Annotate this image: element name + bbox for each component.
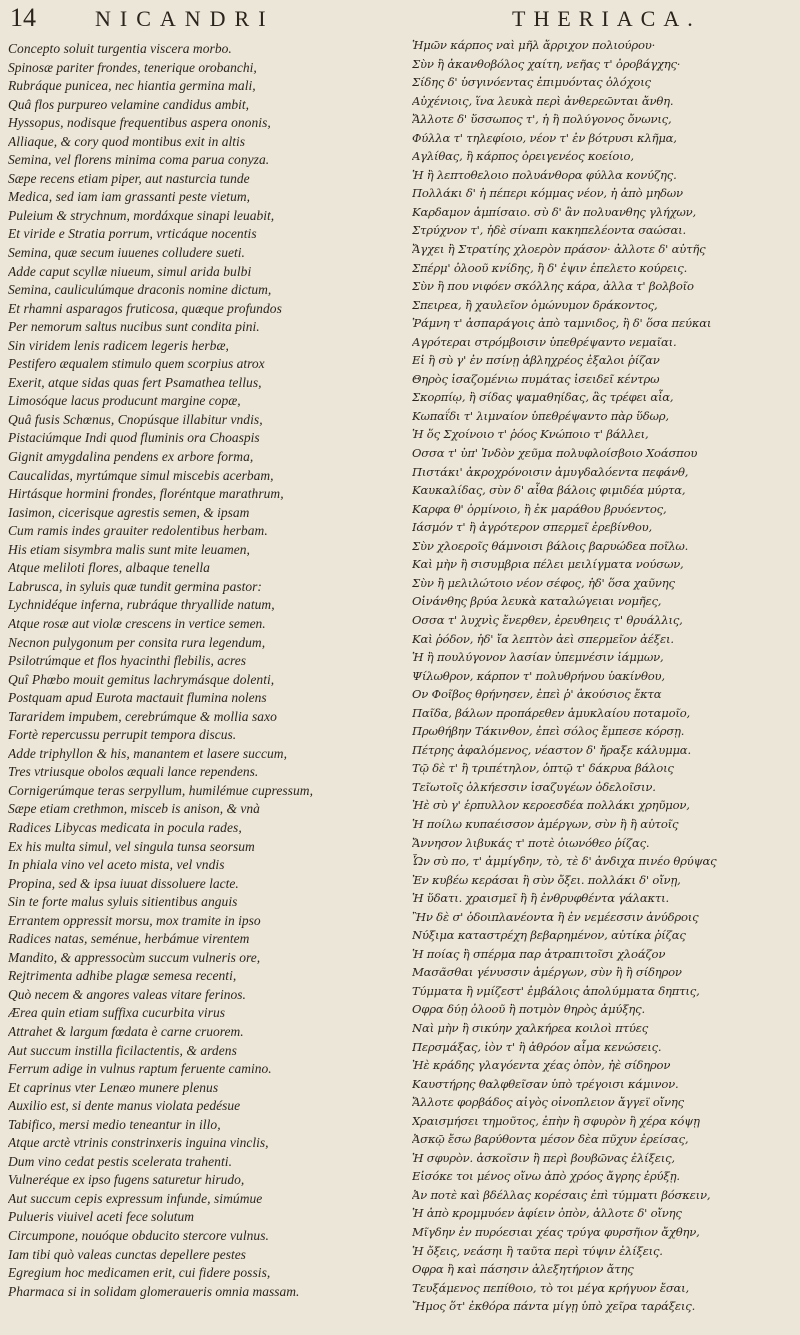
running-title-left: NICANDRI — [95, 6, 275, 31]
greek-verse-line: Οφρα δύῃ ὀλοοῦ ἢ ποτμὸν θηρὸς ἀμύξης. — [412, 1002, 645, 1017]
greek-verse-line: Εἰσόκε τοι μένος οἴνω ἀπὸ χρόος ἄγρης ἐρύξῃ. — [412, 1169, 680, 1184]
greek-verse-line: Ἄγχει ἢ Στρατίης χλοερὸν πράσον· ἀλλοτε δ' αὐτῆς — [412, 242, 706, 257]
latin-verse-line: Ex his multa simul, vel singula tunsa seorsum — [8, 838, 255, 854]
greek-verse-line: Πέτρης ἀφαλόμενος, νέαστον δ' ἤραξε κάλυμμα. — [412, 742, 691, 757]
greek-verse-line: Τύμματα ἢ νμίζεστ' ἐμβάλοις ἀπολύμματα δηπτις, — [412, 983, 700, 998]
page-header — [0, 0, 800, 40]
greek-verse-line: Σκορπίῳ, ἢ σίδας ψαμαθηίδας, ἃς τρέφει αἶα, — [412, 390, 674, 405]
greek-verse-line: Μῖγδην ἐν πυρόεσιαι χέας τρύγα φυρσῆιον ἄχθην, — [412, 1225, 700, 1239]
latin-verse-line: Tararidem impubem, cerebrúmque & mollia saxo — [8, 708, 277, 724]
greek-verse-line: Καυκαλίδας, σὺν δ' αἶθα βάλοις φιμιδέα μύρτα, — [412, 483, 686, 498]
greek-verse-line: Καὶ μὴν ἢ σισυμβρια πέλει μειλίγματα νούσων, — [412, 557, 684, 572]
latin-verse-line: Quî Phœbo mouit gemitus lachrymásque dolenti, — [8, 671, 275, 687]
latin-verse-line: Necnon pulygonum per consita rura legendum, — [8, 634, 266, 650]
latin-verse-line: Sæpe recens etiam piper, aut nasturcia tunde — [8, 170, 250, 186]
greek-verse-line: Καυστήρης θαλφθεῖσαν ὑπὸ τρέγοισι κάμινον. — [412, 1076, 679, 1091]
latin-verse-line: Gignit amygdalina pendens ex arbore forma, — [8, 449, 254, 465]
latin-verse-line: Per nemorum saltus nucibus sunt condita pini. — [8, 319, 260, 335]
latin-verse-line: Aut succum instilla ficilactentis, & ardens — [8, 1042, 237, 1058]
latin-verse-line: Rejtrimenta adhibe plagæ semesa recenti, — [8, 968, 237, 984]
greek-verse-line: Σὺν χλοεροῖς θάμνοισι βάλοις βαρυώδεα ποῖλω. — [412, 538, 689, 553]
latin-verse-line: Iasimon, cicerisque agrestis semen, & ipsam — [8, 504, 250, 520]
latin-verse-line: Ferrum adige in vulnus raptum feruente camino. — [8, 1061, 272, 1077]
latin-verse-line: Fortè repercussu perrupit tempora discus. — [8, 727, 237, 743]
greek-verse-line: Ἡ ἢ πουλύγονον λασίαν ὑπεμνέσιν ἰάμμων, — [412, 650, 664, 665]
latin-verse-line: Cum ramis indes grauiter redolentibus herbam. — [8, 523, 268, 539]
greek-verse-line: Καὶ ῥόδον, ἠδ' ἴα λεπτὸν ἀεὶ σπερμεῖον ἀέξει. — [412, 631, 674, 646]
greek-verse-line: Τευξάμενος πεπίθοιο, τὸ τοι μέγα κρήγυον ἔσαι, — [412, 1280, 689, 1295]
latin-verse-line: Tres vtriusque obolos æquali lance rependens. — [8, 764, 259, 780]
latin-verse-line: Semina, cauliculúmque draconis nomine dictum, — [8, 282, 272, 298]
latin-verse-line: Hirtásque hormini frondes, floréntque marathrum, — [8, 486, 284, 502]
latin-verse-line: Pulueris viuivel aceti fece solutum — [8, 1209, 194, 1225]
greek-verse-line: Ἡ ἢ λεπτοθελοιο πολυάνθορα φύλλα κονύζης. — [412, 167, 677, 182]
greek-verse-line: Ἡ ὕδατι. χραισμεῖ ἢ ἢ ἐνθρυφθέντα γάλακτι. — [412, 891, 669, 906]
latin-verse-line: Sin te forte malus syluis sitientibus anguis — [8, 894, 238, 910]
greek-verse-line: Κωπαΐδι τ' λιμναίον ὑπεθρέψαντο πὰρ ὕδωρ, — [412, 408, 669, 423]
latin-verse-line: Adde triphyllon & his, manantem et lasere succum, — [8, 745, 288, 761]
latin-verse-line: Hyssopus, nodisque frequentibus aspera ononis, — [8, 115, 271, 131]
latin-verse-line: His etiam sisymbra malis sunt mite leuamen, — [8, 541, 250, 557]
greek-verse-line: Σὺν ἢ ἀκανθοβόλος χαίτη, νεῆας τ' ὀροβάγχης· — [412, 56, 681, 71]
greek-verse-line: Σπέρμ' ὀλοοῦ κνίδης, ἢ δ' ἐψιν ἐπελετο κούρεις. — [412, 260, 688, 275]
latin-verse-line: Dum vino cedat pestis scelerata trahenti. — [8, 1153, 233, 1169]
greek-verse-line: Πρωθήβην Τάκινθον, ἐπεὶ σόλος ἔμπεσε κόρσῃ. — [412, 724, 685, 739]
latin-verse-line: Iam tibi quò valeas cunctas depellere pestes — [8, 1246, 246, 1262]
greek-verse-line: Ἡ ποίλω κυπαέισσον ἀμέργων, σὺν ἢ ἢ αὐτοῖς — [412, 816, 679, 831]
greek-verse-line: Ἢν δὲ σ' ὁδοιπλανέοντα ἢ ἐν νεμέεσσιν ἀνύδροις — [412, 909, 699, 924]
latin-verse-line: Caucalidas, myrtúmque simul miscebis acerbam, — [8, 467, 274, 483]
greek-verse-line: Καρδαμον ἀμπίσαιο. σὺ δ' ἂν πολυανθης γλήχων, — [412, 204, 697, 219]
greek-verse-line: Φύλλα τ' τηλεφίοιο, νέον τ' ἐν βότρυσι κλῆμα, — [412, 130, 677, 145]
latin-verse-line: Exerit, atque sidas quas fert Psamathea tellus, — [8, 374, 262, 390]
latin-verse-line: Cornigerúmque teras serpyllum, humilémue cupressum, — [8, 782, 314, 798]
latin-verse-line: Spinosæ pariter frondes, tenerique orobanchi, — [8, 59, 257, 75]
greek-verse-line: Στρύχνον τ', ἠδὲ σίναπι κακηπελέοντα σαώσαι. — [412, 223, 686, 238]
greek-verse-line: Μασᾶσθαι γένυσσιν ἀμέργων, σὺν ἢ ἢ σίδηρον — [412, 965, 682, 980]
latin-verse-line: Et rhamni asparagos fruticosa, quæque profundos — [8, 300, 282, 316]
latin-verse-line: Mandito, & appressocùm succum vulneris ore, — [8, 949, 261, 965]
greek-verse-line: Ἠὲ σὺ γ' ἑρπυλλον κεροεσδέα πολλάκι χρηῦμον, — [412, 798, 690, 813]
greek-verse-line: Ἄλλοτε φορβάδος αἰγὸς οἰνοπλειον ἄγγεϊ οἴνης — [412, 1095, 684, 1110]
latin-verse-line: Ærea quin etiam suffixa cucurbita virus — [8, 1005, 226, 1021]
latin-verse-line: Semina, vel florens minima coma parua conyza. — [8, 152, 270, 168]
latin-verse-line: Pistaciúmque Indi quod fluminis ora Choaspis — [8, 430, 260, 446]
greek-verse-line: Χραισμήσει τημοῦτος, ἐπὴν ἢ σφυρὸν ἢ χέρα κόψῃ — [412, 1113, 700, 1128]
greek-verse-line: Ἄλλοτε δ' ὕσσωπος τ', ἠ ἢ πολύγονος ὄνωνις, — [412, 112, 672, 127]
greek-verse-line: Τεῖωτοῖς ὀλκήεσσιν ἰσαζυγέων ὀδελοῖσιν. — [412, 779, 656, 794]
greek-verse-line: Εἰ ἢ σὺ γ' ἐν πσίνῃ ἀβληχρέος ἐξαλοι ῥίζαν — [412, 353, 660, 368]
greek-verse-line: Αγρότεραι στρόμβοισιν ὑπεθρέψαντο νεμαῖαι. — [412, 334, 677, 349]
latin-verse-line: Alliaque, & cory quod montibus exit in altis — [8, 133, 245, 149]
latin-verse-line: Pharmaca si in solidam glomeraueris omnia massam. — [8, 1283, 300, 1299]
greek-verse-line: Παῖδα, βάλων προπάρεθεν ἀμυκλαίου ποταμοῖο, — [412, 705, 690, 720]
latin-verse-line: Aut succum cepis expressum infunde, simúmue — [8, 1190, 263, 1206]
greek-verse-line: Σίδης δ' ὑσγινόεντας ἐπιμυόντας ὀλόχοις — [412, 75, 651, 90]
latin-translation-column — [8, 40, 394, 1301]
greek-verse-line: Ἀν ποτὲ καὶ βδέλλας κορέσαις ἐπὶ τύμματι βόσκειν, — [412, 1187, 711, 1202]
latin-verse-line: Labrusca, in syluis quæ tundit germina pastor: — [8, 578, 262, 594]
latin-verse-line: Adde caput scyllæ niueum, simul arida bulbi — [8, 263, 252, 279]
page-number: 14 — [10, 3, 36, 32]
latin-verse-line: Quâ flos purpureo velamine candidus ambit, — [8, 96, 249, 112]
greek-verse-line: Ἡ ἀπὸ κρομμυόεν ἀφίειν ὀπὸν, ἀλλοτε δ' οἴνης — [412, 1206, 682, 1221]
greek-verse-line: Ιάσμόν τ' ἢ ἀγρότερον σπερμεῖ ἐρεβίνθου, — [412, 520, 653, 535]
greek-verse-line: Ἡ σφυρὸν. ἀσκοῖσιν ἢ περὶ βουβῶνας ἐλίξεις, — [412, 1150, 675, 1165]
latin-verse-line: Egregium hoc medicamen erit, cui fidere possis, — [8, 1265, 271, 1281]
latin-verse-line: Radices natas, seménue, herbámue virentem — [8, 931, 250, 947]
greek-verse-line: Ὧν σὺ πο, τ' ἀμμίγδην, τὸ, τὲ δ' ἀνδιχα πινέο θρύψας — [412, 854, 717, 869]
greek-verse-line: Πολλάκι δ' ἡ πέπερι κόμμας νέον, ἠ ἀπὸ μηδων — [412, 186, 683, 201]
latin-verse-line: Quò necem & angores valeas vitare ferinos. — [8, 986, 246, 1002]
latin-verse-line: Quâ fusis Schœnus, Cnopúsque illabitur vndis, — [8, 411, 263, 427]
latin-verse-line: In phiala vino vel aceto mista, vel vndis — [8, 857, 225, 873]
greek-verse-line: Σὺν ἢ μελιλώτοιο νέον σέφος, ἠδ' ὅσα χαῦνης — [412, 575, 675, 590]
latin-verse-line: Tabifico, mersi medio teneantur in illo, — [8, 1116, 221, 1132]
greek-verse-line: Ἠὲ κράδης γλαγόεντα χέας ὀπὸν, ἠὲ σίδηρον — [412, 1058, 671, 1073]
latin-verse-line: Vulneréque ex ipso fugens saturetur hirudo, — [8, 1172, 245, 1188]
latin-verse-line: Et viride e Stratia porrum, vrticáque nocentis — [8, 226, 257, 242]
latin-verse-line: Semina, quæ secum iuuenes colludere sueti. — [8, 245, 245, 261]
greek-verse-line: Ἡ ὄξεις, νεάσηι ἢ ταῦτα περὶ τύψιν ἐλίξεις. — [412, 1243, 663, 1258]
latin-verse-line: Auxilio est, si dente manus violata pedésue — [8, 1098, 241, 1114]
latin-verse-line: Limosóque lacus producunt margine copæ, — [8, 393, 241, 409]
greek-verse-line: Ναὶ μὴν ἢ σικύην χαλκήρεα κοιλοὶ πτύες — [412, 1020, 649, 1035]
latin-verse-line: Medica, sed iam iam grassanti peste vietum, — [8, 189, 251, 205]
greek-verse-line: Ἀσκῷ ἔσω βαρύθοντα μέσον δὲα πῦχυν ἐρείσας, — [412, 1132, 689, 1147]
greek-verse-line: Ἡμῶν κάρπος ναὶ μῆλ ἄρριχον πολιούρου· — [412, 38, 656, 52]
greek-verse-line: Ἄννησον λιβυκάς τ' ποτὲ ὀιωνόθεο ῥίζας. — [412, 835, 650, 850]
latin-verse-line: Errantem oppressit morsu, mox tramite in ipso — [8, 912, 261, 928]
latin-verse-line: Sin viridem lenis radicem legeris herbæ, — [8, 337, 229, 353]
greek-verse-line: Σπειρεα, ἢ χαυλεῖον ὁμώνυμον δράκοντος, — [412, 297, 658, 312]
greek-verse-line: Οφρα ἢ καὶ πάσησιν ἀλεξητήριον ἄτης — [412, 1262, 634, 1277]
latin-verse-line: Propina, sed & ipsa iuuat dissoluere lacte. — [8, 875, 239, 891]
greek-verse-line: Σὺν ἢ που νιφόεν σκόλλης κάρα, ἀλλα τ' βολβοῖο — [412, 279, 694, 294]
greek-verse-line: Ψίλωθρον, κάρπον τ' πολυθρήνου ὑακίνθου, — [412, 668, 665, 683]
greek-verse-line: Τῷ δὲ τ' ἢ τριπέτηλον, ὁπτῷ τ' δάκρυα βάλοις — [412, 761, 674, 776]
latin-verse-line: Circumpone, nouóque obducito stercore vulnus. — [8, 1228, 269, 1243]
latin-verse-line: Attrahet & largum fœdata è carne cruorem. — [8, 1023, 244, 1039]
greek-verse-line: Καρφα θ' ὁρμίνοιο, ἢ ἐκ μαράθου βρυόεντος, — [412, 501, 667, 516]
greek-verse-line: Ἤμος ὅτ' ἐκθόρα πάντα μίγῃ ὑπὸ χεῖρα ταράξεις. — [412, 1299, 696, 1314]
latin-verse-line: Rubráque punicea, nec hiantia germina mali, — [8, 78, 256, 94]
greek-verse-line: Ἡ ποίας ἢ σπέρμα παρ ἀτραπιτοῖσι χλοάζον — [412, 946, 666, 961]
latin-verse-line: Pestifero æqualem stimulo quem scorpius atrox — [8, 356, 265, 372]
greek-verse-line: Ἡ ὅς Σχοίνοιο τ' ῥόος Κνώποιο τ' βάλλει, — [412, 427, 649, 442]
greek-verse-line: Οσσα τ' ὑπ' Ἰνδὸν χεῦμα πολυφλοίσβοιο Χοάσπου — [412, 446, 698, 461]
latin-verse-line: Atque meliloti flores, albaque tenella — [8, 560, 210, 576]
latin-verse-line: Atque rosæ aut violæ crescens in vertice semen. — [8, 615, 266, 631]
greek-verse-line: Ον Φοῖβος θρήνησεν, ἐπεὶ ῥ' ἀκούσιος ἔκτα — [412, 687, 662, 702]
greek-verse-line: Πιστάκι' ἀκροχρόνοισιν ἀμυγδαλόεντα πεφάνθ, — [412, 464, 689, 479]
running-title-right: THERIACA. — [512, 6, 701, 31]
latin-verse-line: Postquam apud Eurota mactauit flumina nolens — [8, 690, 267, 706]
latin-verse-line: Atque arctè vtrinis constrinxeris inguina vinclis, — [8, 1135, 269, 1151]
greek-verse-line: Οἰνάνθης βρύα λευκὰ καταλώγειαι νομῆες, — [412, 594, 662, 609]
latin-verse-line: Concepto soluit turgentia viscera morbo. — [8, 41, 232, 56]
latin-verse-line: Puleium & strychnum, mordáxque sinapi leuabit, — [8, 207, 275, 223]
latin-verse-line: Lychnidéque inferna, rubráque thryallide natum, — [8, 597, 275, 613]
greek-verse-line: Αὐχένιοις, ἵνα λευκὰ περὶ ἀνθερεῶνται ἄνθη. — [412, 93, 674, 108]
greek-verse-line: Οσσα τ' λυχνὶς ἔνερθεν, ἐρευθηεις τ' θρυάλλις, — [412, 612, 683, 627]
latin-verse-line: Sæpe etiam crethmon, misceb is anison, & vnà — [8, 801, 260, 817]
greek-verse-line: Ἐν κυβέω κεράσαι ἢ σὺν ὄξει. πολλάκι δ' οἴνῃ, — [412, 872, 681, 887]
greek-verse-line: Περσμάξας, ἰὸν τ' ἢ ἀθρόον αἷμα κενώσεις. — [412, 1039, 662, 1054]
greek-text-column — [412, 36, 796, 1316]
latin-verse-line: Radices Libycas medicata in pocula rades, — [8, 819, 242, 835]
greek-verse-line: Ῥάμνη τ' ἀσπαράγοις ἀπὸ ταμνιδος, ἢ δ' ὅσα πεύκαι — [412, 316, 712, 331]
latin-verse-line: Et caprinus vter Lenæo munere plenus — [8, 1079, 219, 1095]
greek-verse-line: Αγλίθας, ἢ κάρπος ὀρειγενέος κοείοιο, — [412, 149, 634, 164]
greek-verse-line: Νύξιμα καταστρέχη βεβαρημένον, αὐτίκα ῥίζας — [412, 928, 686, 943]
latin-verse-line: Psilotrúmque et flos hyacinthi flebilis, acres — [8, 653, 246, 669]
greek-verse-line: Θηρὸς ἰσαζομένιω πυμάτας ἰσειδεῖ κέντρω — [412, 371, 660, 386]
